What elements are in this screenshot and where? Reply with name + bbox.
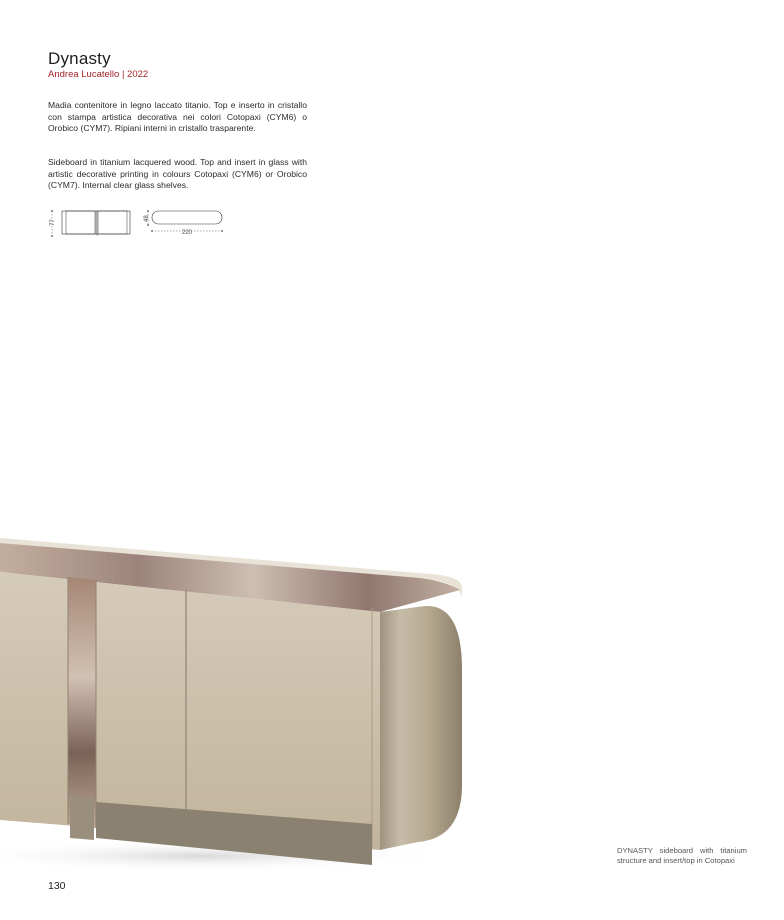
description-english: Sideboard in titanium lacquered wood. Top and insert in glass with artistic decorative printing in colours Cotopaxi (CYM6) or Orobico (CYM7). Internal clear glass shelves. xyxy=(48,157,307,191)
description-italian: Madia contenitore in legno laccato titanio. Top e inserto in cristallo con stampa artistica decorativa nei colori Cotopaxi (CYM6) o Orobico (CYM7). Ripiani interni in cristallo trasparente. xyxy=(48,100,307,134)
product-title: Dynasty xyxy=(48,49,111,68)
top-view-drawing xyxy=(144,210,223,236)
dimension-drawings xyxy=(44,205,234,239)
width-label: 220 xyxy=(182,230,193,236)
sideboard-photo xyxy=(0,520,520,880)
photo-caption: DYNASTY sideboard with titanium structure and insert/top in Cotopaxi xyxy=(617,846,747,865)
depth-label: 48 xyxy=(144,215,150,222)
product-designer-year: Andrea Lucatello | 2022 xyxy=(48,69,149,80)
front-view-drawing xyxy=(50,210,130,237)
height-label: 77 xyxy=(50,219,56,226)
page-number: 130 xyxy=(48,880,66,892)
